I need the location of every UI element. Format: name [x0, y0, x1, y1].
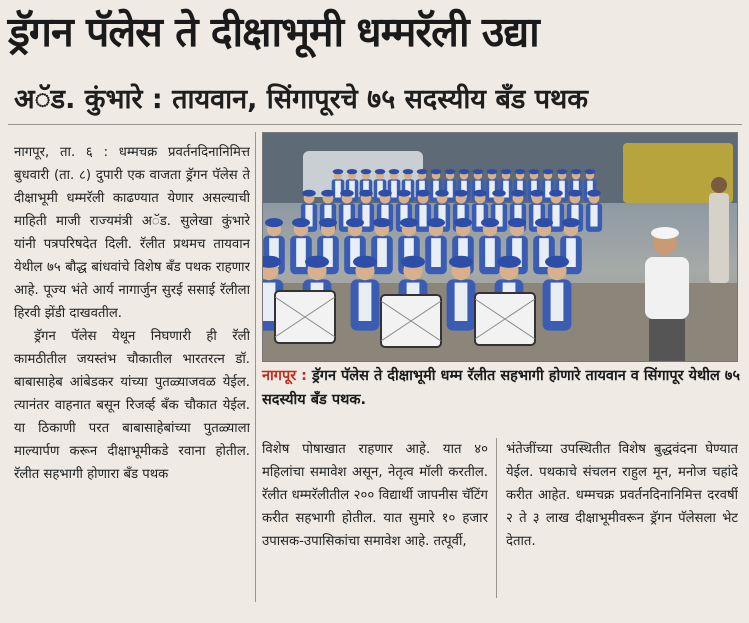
- article-column-1: [14, 141, 250, 611]
- uniform-stripe: [335, 181, 341, 198]
- marcher-cap: [487, 169, 498, 174]
- marcher-cap: [321, 190, 335, 197]
- uniform-stripe: [447, 181, 453, 198]
- uniform-stripe: [419, 205, 426, 227]
- article-paragraph: भंतेजींच्या उपस्थितीत विशेष बुद्धवंदना घेण्यात येईल. पथकाचे संचलन राहुल मून, मनोज चहांदे करीत आहेत. धम्मचक्र प्रवर्तनदिनानिमित्त दरवर्षी २ ते ३ लाख दीक्षाभूमीवरून ड्रॅगन पॅलेसला भेट देतात.: [506, 442, 738, 549]
- photo-caption: [262, 364, 740, 412]
- uniform-stripe: [377, 238, 387, 267]
- marcher-cap: [435, 190, 449, 197]
- marcher-cap: [359, 190, 373, 197]
- column-divider-1: [255, 132, 256, 602]
- marcher-cap: [265, 218, 283, 227]
- marcher-cap: [585, 169, 596, 174]
- article-column-2: [262, 438, 488, 588]
- marcher-cap: [535, 218, 553, 227]
- marcher-cap: [459, 169, 470, 174]
- article-paragraph: ड्रॅगन पॅलेस येथून निघणारी ही रॅली कामठीतील जयस्तंभ चौकातील भारतरत्न डॉ. बाबासाहेब आंबेडकर यांच्या पुतळ्याजवळ येईल. त्यानंतर वाहनात बसून रिजर्व्ह बॅंक चौकात येईल. या ठिकाणी परत बाबासाहेबांच्या पुतळ्याला माल्यार्पण करून दीक्षाभूमीकडे रवाना होतील. रॅलीत सहभागी होणारा बॅंड पथक: [14, 329, 250, 482]
- marcher-cap: [302, 190, 316, 197]
- marcher-cap: [397, 190, 411, 197]
- caption-text: ड्रॅगन पॅलेस ते दीक्षाभूमी धम्म रॅलीत सहभागी होणारे तायवान व सिंगापूर येथील ७५ सदस्यीय बॅंड पथक.: [262, 368, 740, 408]
- marcher-cap: [305, 256, 329, 268]
- onlooker-head: [711, 177, 727, 193]
- marcher-cap: [449, 256, 473, 268]
- uniform-stripe: [552, 205, 559, 227]
- uniform-stripe: [431, 238, 441, 267]
- marcher-cap: [511, 190, 525, 197]
- photographer-trousers: [649, 319, 685, 361]
- marcher-cap: [417, 169, 428, 174]
- marcher-cap: [549, 190, 563, 197]
- marcher-cap: [508, 218, 526, 227]
- uniform-stripe: [590, 205, 597, 227]
- marcher-cap: [543, 169, 554, 174]
- marcher-cap: [557, 169, 568, 174]
- marcher-cap: [373, 218, 391, 227]
- marcher-cap: [497, 256, 521, 268]
- marcher-cap: [571, 169, 582, 174]
- marcher-cap: [562, 218, 580, 227]
- marcher-cap: [292, 218, 310, 227]
- marcher-cap: [515, 169, 526, 174]
- marcher-cap: [568, 190, 582, 197]
- column-divider-2: [496, 438, 497, 598]
- uniform-stripe: [545, 181, 551, 198]
- marcher-cap: [431, 169, 442, 174]
- uniform-stripe: [263, 283, 275, 321]
- subheadline: अॅड. कुंभारे : तायवान, सिंगापूरचे ७५ सदस्यीय बॅंड पथक: [14, 84, 589, 115]
- marcher-cap: [530, 190, 544, 197]
- marcher-cap: [403, 169, 414, 174]
- marcher-cap: [501, 169, 512, 174]
- headline: ड्रॅगन पॅलेस ते दीक्षाभूमी धम्मरॅली उद्या: [8, 8, 539, 56]
- marcher-cap: [545, 256, 569, 268]
- marcher-cap: [401, 256, 425, 268]
- divider-top: [8, 124, 742, 125]
- marcher-cap: [378, 190, 392, 197]
- marcher-cap: [492, 190, 506, 197]
- photographer-cap: [651, 227, 679, 239]
- band-photo-illustration: [263, 133, 737, 361]
- marcher-cap: [416, 190, 430, 197]
- photographer-shirt: [645, 257, 689, 319]
- caption-place: नागपूर :: [262, 368, 307, 384]
- article-paragraph: विशेष पोषाखात राहणार आहे. यात ४० महिलांचा समावेश असून, नेतृत्व मॉली करतील. रॅलीत धम्मरॅलीतील २०० विद्यार्थी जापनीस चॅटिंग करीत सहभागी होतील. यात सुमारे १० हजार उपासक-उपासिकांचा समावेश आहे. तत्पूर्वी,: [262, 442, 488, 549]
- marcher-cap: [361, 169, 372, 174]
- marcher-cap: [587, 190, 601, 197]
- marcher-cap: [473, 190, 487, 197]
- marcher-cap: [340, 190, 354, 197]
- uniform-stripe: [551, 283, 564, 321]
- marcher-cap: [347, 169, 358, 174]
- uniform-stripe: [455, 283, 468, 321]
- band-photo: [262, 132, 738, 362]
- article-paragraph: नागपूर, ता. ६ : धम्मचक्र प्रवर्तनदिनानिमित्त बुधवारी (ता. ८) दुपारी एक वाजता ड्रॅगन पॅलेस ते दीक्षाभूमी धम्मरॅली काढण्यात येणार असल्याची माहिती माजी राज्यमंत्री अॅड. सुलेखा कुंभारे यांनी पत्रपरिषदेत दिली. रॅलीत प्रथमच तायवान येथील ७५ बौद्ध बांधवांचे विशेष बॅंड पथक राहणार आहे. पूज्य भंते आर्य नागार्जुन सुरई ससाई रॅलीला हिरवी झेंडी दाखवतील.: [14, 145, 250, 321]
- marcher-cap: [473, 169, 484, 174]
- marcher-cap: [529, 169, 540, 174]
- article-column-3: [506, 438, 738, 588]
- uniform-stripe: [359, 283, 372, 321]
- marcher-cap: [427, 218, 445, 227]
- marcher-cap: [319, 218, 337, 227]
- onlooker: [709, 193, 729, 283]
- marcher-cap: [389, 169, 400, 174]
- uniform-stripe: [485, 238, 495, 267]
- marcher-cap: [375, 169, 386, 174]
- marcher-cap: [333, 169, 344, 174]
- marcher-cap: [454, 218, 472, 227]
- marcher-cap: [400, 218, 418, 227]
- marcher-cap: [346, 218, 364, 227]
- marcher-cap: [445, 169, 456, 174]
- marcher-cap: [481, 218, 499, 227]
- uniform-stripe: [391, 181, 397, 198]
- marcher-cap: [353, 256, 377, 268]
- uniform-stripe: [296, 238, 306, 267]
- marcher-cap: [454, 190, 468, 197]
